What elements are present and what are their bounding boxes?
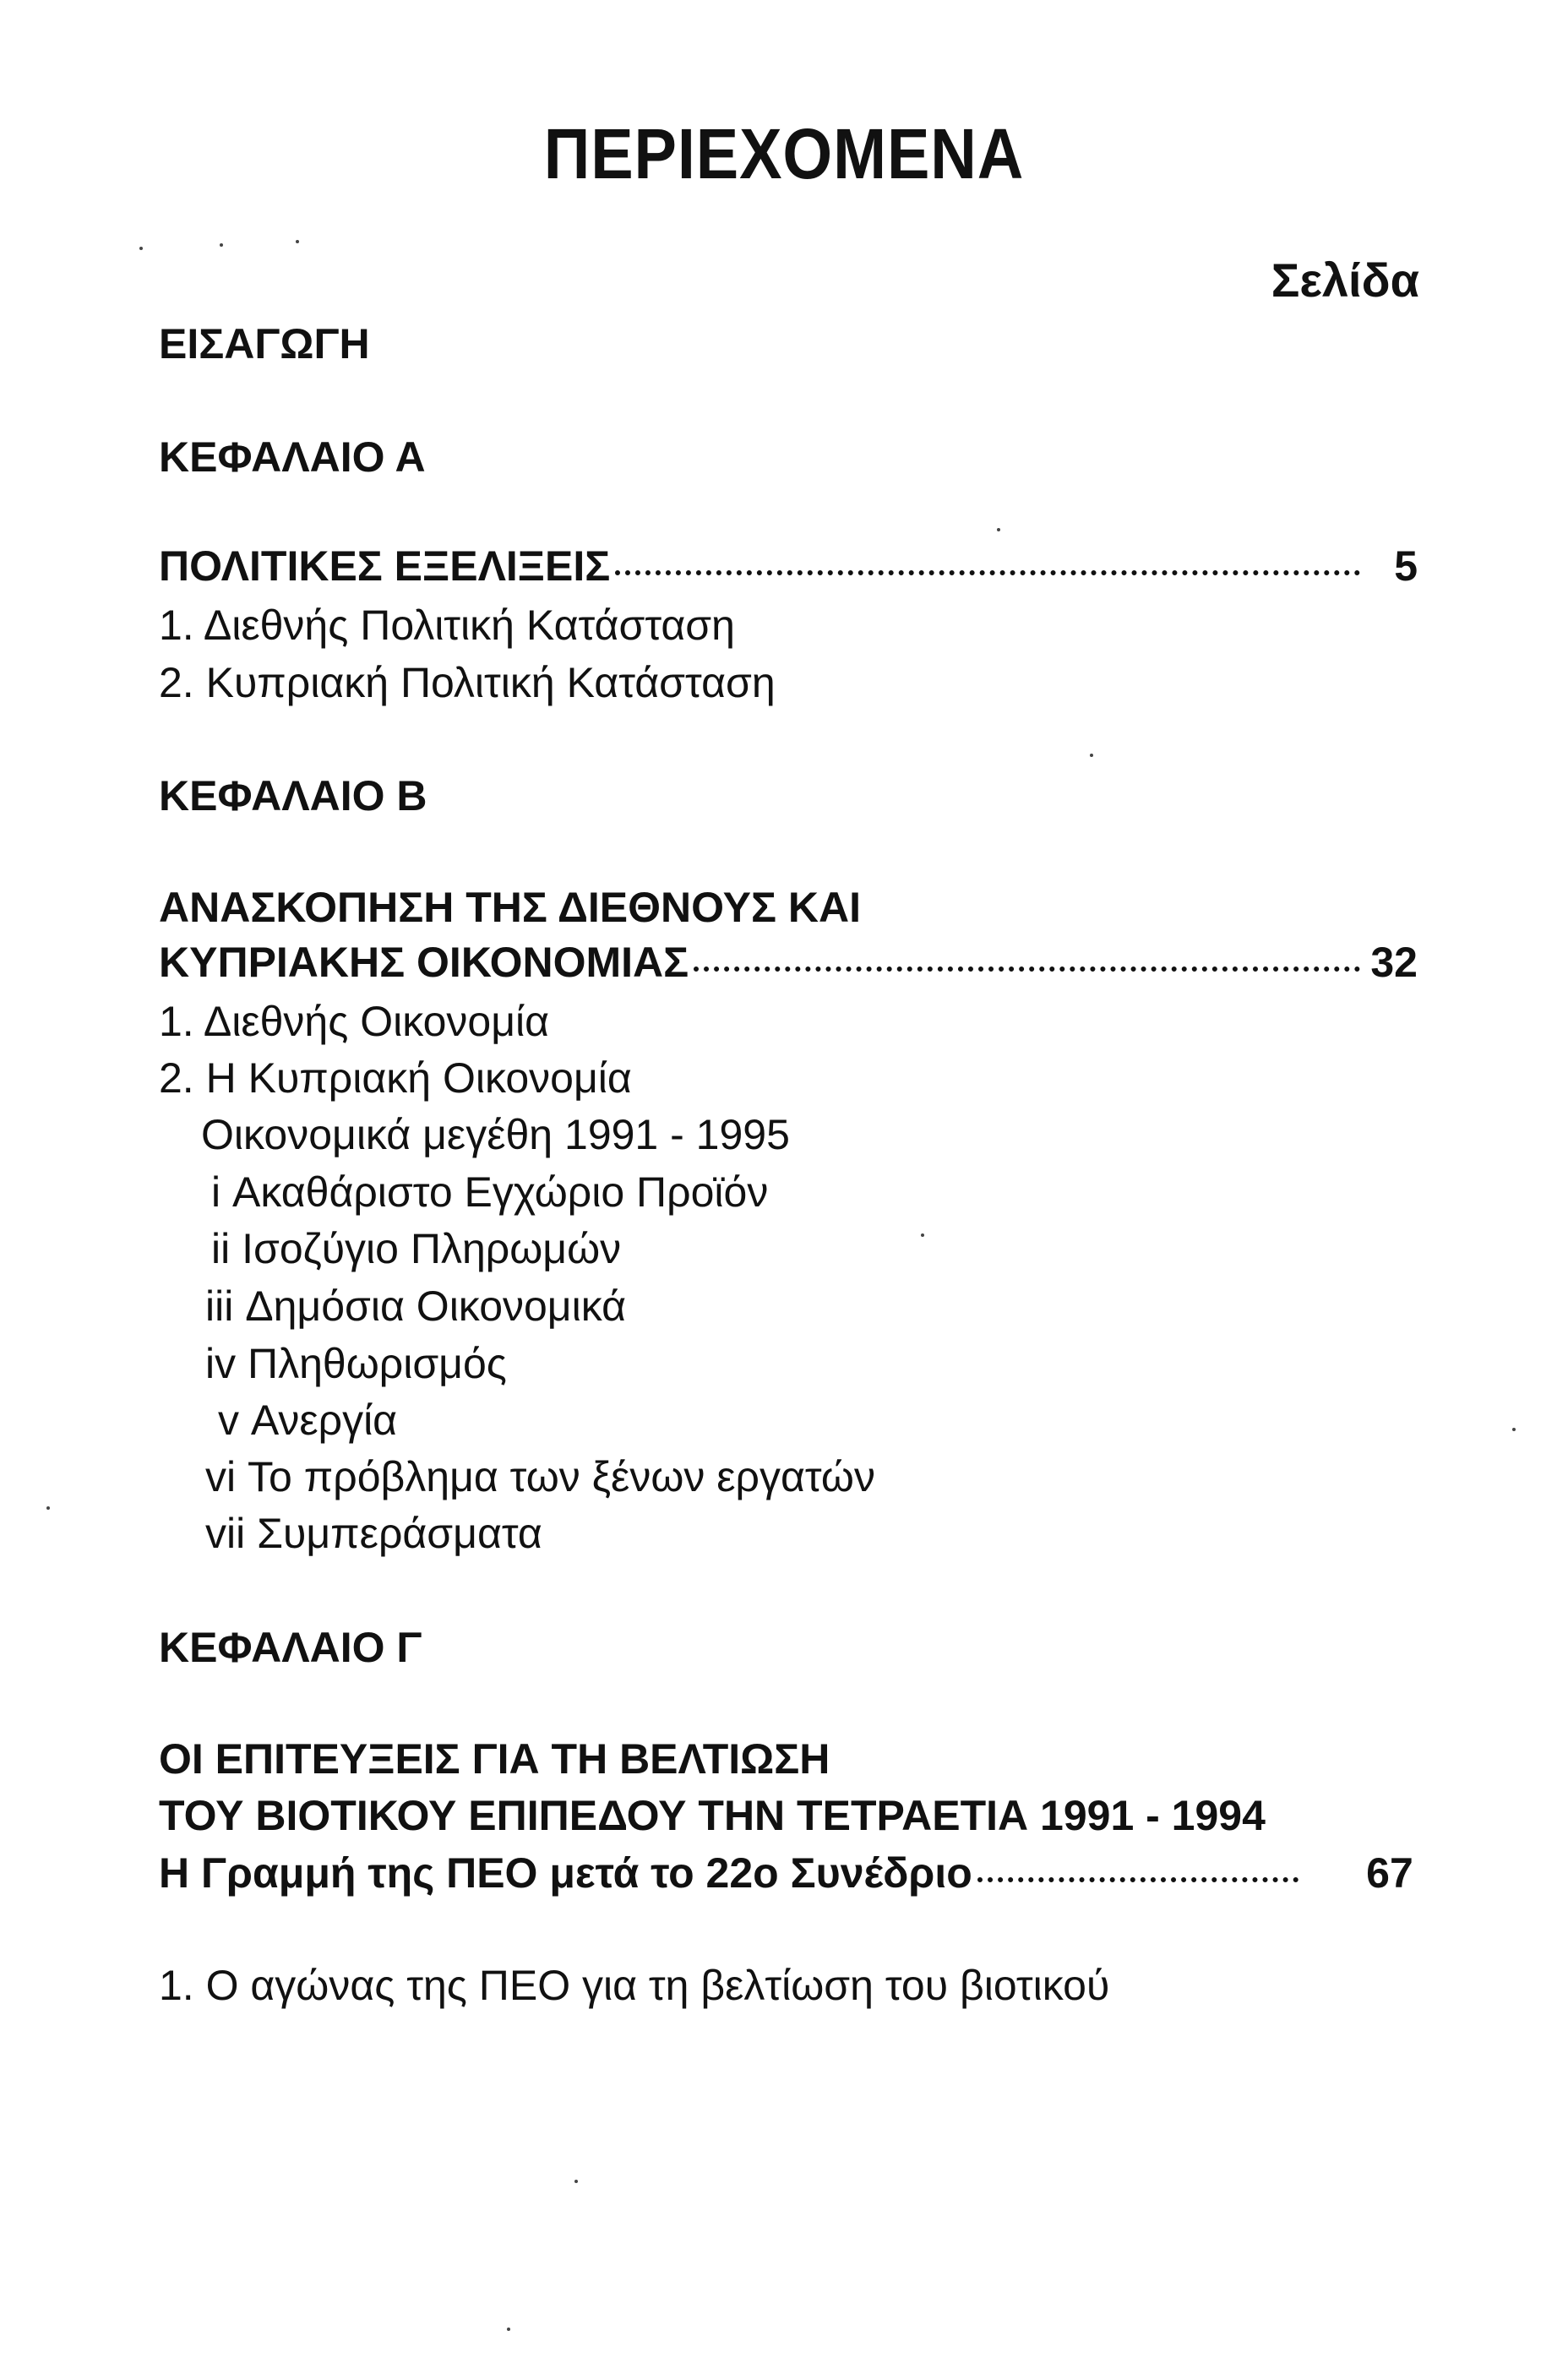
- scan-speck: [921, 1233, 924, 1237]
- chapter-b-entry: [159, 939, 1418, 986]
- chapter-b-subitem: vi Το πρόβλημα των ξένων εργατών: [205, 1453, 875, 1500]
- scan-speck: [139, 247, 143, 250]
- chapter-b-subitem: ii Ισοζύγιο Πληρωμών: [211, 1225, 622, 1272]
- chapter-c-entry: [159, 1849, 1418, 1897]
- dot-leader: [694, 966, 1360, 972]
- page-title: ΠΕΡΙΕΧΟΜΕΝΑ: [543, 114, 1025, 193]
- chapter-b-subheading: Οικονομικά μεγέθη 1991 - 1995: [201, 1111, 790, 1158]
- page-column-label: Σελίδα: [1271, 253, 1419, 307]
- chapter-b-subitem: vii Συμπεράσματα: [205, 1510, 542, 1557]
- chapter-a-page: 5: [1394, 542, 1418, 590]
- chapter-b-item: 1. Διεθνής Οικονομία: [159, 998, 550, 1045]
- chapter-a-item: 1. Διεθνής Πολιτική Κατάσταση: [159, 602, 735, 649]
- chapter-b-subitem: i Ακαθάριστο Εγχώριο Προϊόν: [211, 1168, 769, 1216]
- chapter-b-heading-line2: ΚΥΠΡΙΑΚΗΣ ΟΙΚΟΝΟΜΙΑΣ: [159, 939, 689, 986]
- chapter-b-subitem: iv Πληθωρισμός: [205, 1340, 507, 1387]
- scan-speck: [997, 528, 1000, 531]
- scan-speck: [1090, 754, 1093, 757]
- chapter-a-item: 2. Κυπριακή Πολιτική Κατάσταση: [159, 659, 776, 706]
- chapter-b-subitem: v Ανεργία: [218, 1397, 398, 1444]
- scan-speck: [574, 2180, 578, 2183]
- chapter-c-item: 1. Ο αγώνας της ΠΕΟ για τη βελτίωση του βιοτικού: [159, 1962, 1110, 2009]
- chapter-c-heading-line2: ΤΟΥ ΒΙΟΤΙΚΟΥ ΕΠΙΠΕΔΟΥ ΤΗΝ ΤΕΤΡΑΕΤΙΑ 1991 - 1994: [159, 1792, 1266, 1839]
- chapter-b-subitem: iii Δημόσια Οικονομικά: [205, 1282, 627, 1330]
- scan-speck: [46, 1506, 50, 1510]
- scan-speck: [1512, 1428, 1516, 1431]
- chapter-c-heading-line3: Η Γραμμή της ΠΕΟ μετά το 22ο Συνέδριο: [159, 1849, 972, 1897]
- scan-speck: [296, 240, 299, 243]
- chapter-b-label: ΚΕΦΑΛΑΙΟ Β: [159, 772, 427, 819]
- chapter-c-label: ΚΕΦΑΛΑΙΟ Γ: [159, 1624, 422, 1671]
- chapter-a-heading: ΠΟΛΙΤΙΚΕΣ ΕΞΕΛΙΞΕΙΣ: [159, 542, 611, 590]
- chapter-a-label: ΚΕΦΑΛΑΙΟ Α: [159, 433, 426, 481]
- dot-leader: [615, 570, 1360, 575]
- dot-leader: [977, 1877, 1298, 1882]
- scan-speck: [220, 243, 223, 247]
- chapter-c-page: 67: [1366, 1849, 1413, 1897]
- chapter-b-item: 2. Η Κυπριακή Οικονομία: [159, 1054, 632, 1102]
- chapter-c-heading-line1: ΟΙ ΕΠΙΤΕΥΞΕΙΣ ΓΙΑ ΤΗ ΒΕΛΤΙΩΣΗ: [159, 1735, 830, 1783]
- chapter-b-page: 32: [1370, 939, 1418, 986]
- chapter-a-entry: [159, 542, 1418, 590]
- intro-heading: ΕΙΣΑΓΩΓΗ: [159, 320, 370, 368]
- chapter-b-heading-line1: ΑΝΑΣΚΟΠΗΣΗ ΤΗΣ ΔΙΕΘΝΟΥΣ ΚΑΙ: [159, 884, 861, 931]
- scan-speck: [507, 2328, 510, 2331]
